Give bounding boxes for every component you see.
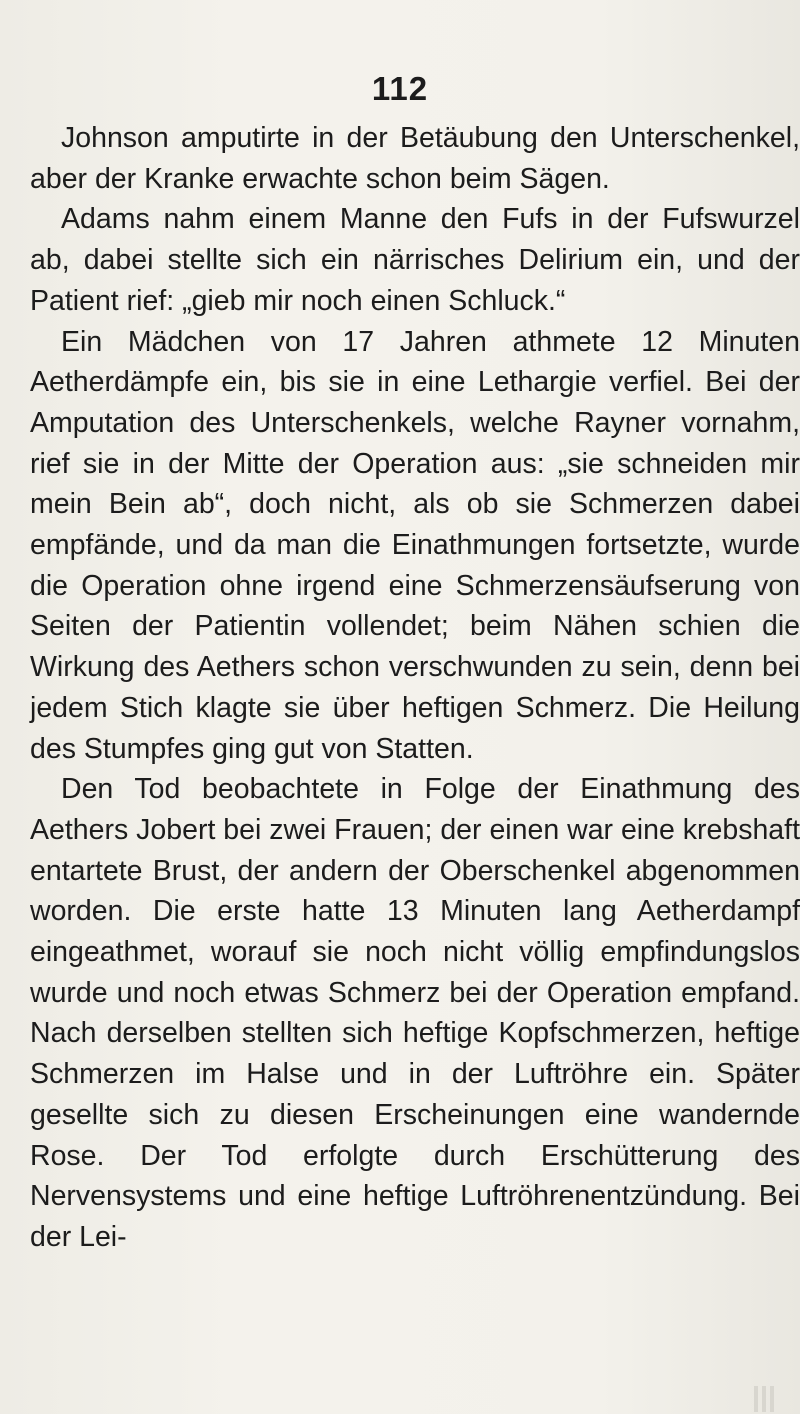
paragraph-jobert: Den Tod beobachtete in Folge der Einathmung des Aethers Jobert bei zwei Frauen; der einen war eine krebshaft entartete Brust, der andern der Oberschenkel abgenommen worden. Die erste hatte 13 Minuten lang Aetherdampf eingeathmet, worauf sie noch nicht völlig empfindungslos wurde und noch etwas Schmerz bei der Operation empfand. Nach derselben stellten sich heftige Kopfschmerzen, heftige Schmerzen im Halse und in der Luftröhre ein. Später gesellte sich zu diesen Erscheinungen eine wandernde Rose. Der Tod erfolgte durch Erschütterung des Nervensystems und eine heftige Luftröhrenentzündung. Bei der Lei- (30, 773, 800, 1253)
scan-edge-mark (754, 1382, 794, 1412)
paragraph-johnson: Johnson amputirte in der Betäubung den Unterschenkel, aber der Kranke erwachte schon beim Sägen. (30, 122, 800, 195)
body-text (30, 118, 800, 1258)
paragraph-adams: Adams nahm einem Manne den Fufs in der Fufswurzel ab, dabei stellte sich ein närrisches Delirium ein, und der Patient rief: „gieb mir noch einen Schluck.“ (30, 203, 800, 317)
page-number: 112 (371, 70, 429, 107)
paragraph-maedchen: Ein Mädchen von 17 Jahren athmete 12 Minuten Aetherdämpfe ein, bis sie in eine Lethargie verfiel. Bei der Amputation des Unterschenkels, welche Rayner vornahm, rief sie in der Mitte der Operation aus: „sie schneiden mir mein Bein ab“, doch nicht, als ob sie Schmerzen dabei empfände, und da man die Einathmungen fortsetzte, wurde die Operation ohne irgend eine Schmerzensäufserung von Seiten der Patientin vollendet; beim Nähen schien die Wirkung des Aethers schon verschwunden zu sein, denn bei jedem Stich klagte sie über heftigen Schmerz. Die Heilung des Stumpfes ging gut von Statten. (30, 325, 800, 765)
